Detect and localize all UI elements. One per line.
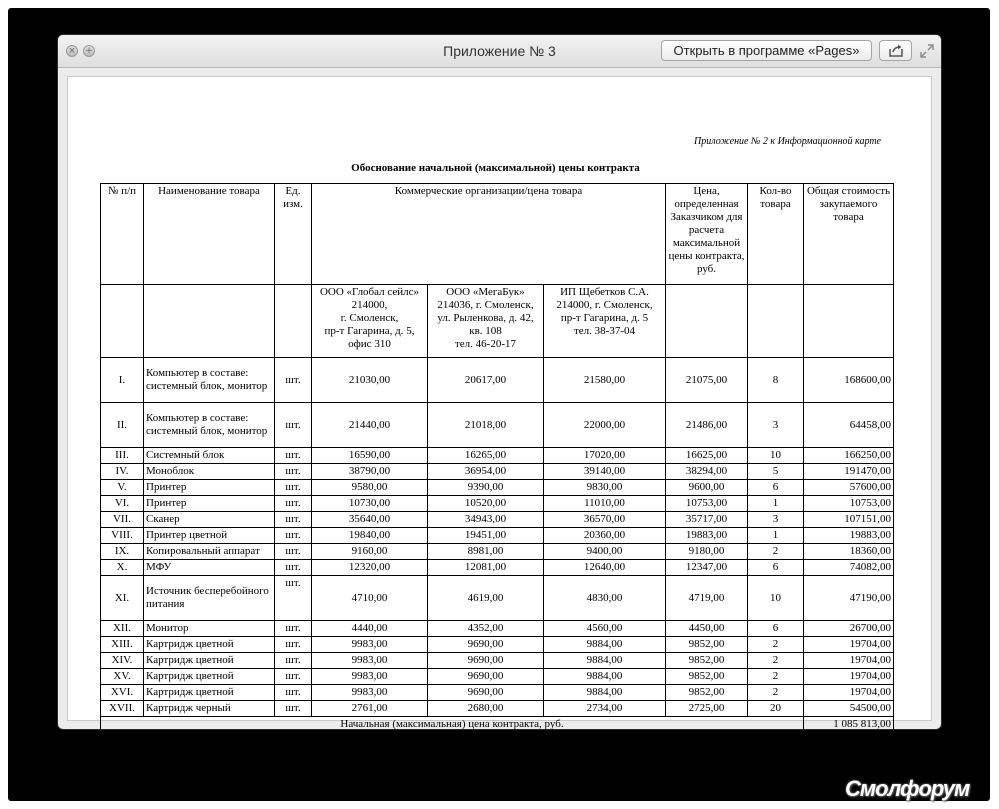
row-price-org2: 9390,00 [428,480,544,496]
row-price: 38294,00 [666,464,748,480]
row-price-org1: 16590,00 [312,448,428,464]
org-header-3 [544,285,666,358]
row-price-org2: 9690,00 [428,637,544,653]
row-qty: 10 [748,448,804,464]
org-line: тел. 46-20-17 [454,338,516,350]
row-price-org3: 9884,00 [544,669,666,685]
row-price-org3: 17020,00 [544,448,666,464]
table-row [101,701,894,717]
watermark-logo: Смолфорум [845,776,970,801]
table-row [101,621,894,637]
header-total: Общая стоимость закупаемого товара [804,184,894,285]
row-price: 12347,00 [666,560,748,576]
row-num: XV. [101,669,144,685]
row-price: 2725,00 [666,701,748,717]
table-row [101,480,894,496]
row-price: 9852,00 [666,637,748,653]
row-price: 21486,00 [666,403,748,448]
row-price-org1: 9983,00 [312,637,428,653]
row-total: 18360,00 [804,544,894,560]
row-unit: шт. [275,637,312,653]
row-unit: шт. [275,464,312,480]
empty-cell [804,285,894,358]
table-row [101,448,894,464]
row-price-org3: 9400,00 [544,544,666,560]
row-price-org3: 9830,00 [544,480,666,496]
row-num: I. [101,358,144,403]
row-qty: 8 [748,358,804,403]
header-unit: Ед. изм. [275,184,312,285]
row-num: III. [101,448,144,464]
row-price-org1: 9983,00 [312,669,428,685]
empty-cell [101,285,144,358]
org-line: 214000, г. Смоленск, [556,299,653,311]
row-name: Источник бесперебойного питания [144,576,275,621]
row-name: Копировальный аппарат [144,544,275,560]
quicklook-window [58,35,941,729]
row-num: II. [101,403,144,448]
row-num: X. [101,560,144,576]
row-total: 26700,00 [804,621,894,637]
row-price-org1: 9580,00 [312,480,428,496]
org-line: тел. 38-37-04 [573,325,635,337]
org-header-2 [428,285,544,358]
row-total: 19704,00 [804,669,894,685]
share-button[interactable] [879,40,912,61]
row-qty: 2 [748,669,804,685]
row-num: XIII. [101,637,144,653]
row-name: Сканер [144,512,275,528]
row-qty: 1 [748,496,804,512]
row-unit: шт. [275,512,312,528]
row-name: Монитор [144,621,275,637]
org-header-1 [312,285,428,358]
row-qty: 20 [748,701,804,717]
row-price-org1: 21440,00 [312,403,428,448]
document-note: Приложение № 2 к Информационной карте [694,136,881,147]
row-price: 9852,00 [666,685,748,701]
row-unit: шт. [275,528,312,544]
row-name: Принтер [144,480,275,496]
row-qty: 2 [748,653,804,669]
org-line: пр-т Гагарина, д. 5, [324,325,415,337]
org-line: 214000, [351,299,388,311]
row-unit: шт. [275,480,312,496]
row-price: 9852,00 [666,669,748,685]
row-price: 19883,00 [666,528,748,544]
row-price-org1: 4710,00 [312,576,428,621]
empty-cell [144,285,275,358]
row-price-org2: 19451,00 [428,528,544,544]
row-unit: шт. [275,621,312,637]
row-name: Картридж цветной [144,685,275,701]
table-row [101,560,894,576]
row-qty: 6 [748,621,804,637]
table-row [101,512,894,528]
empty-cell [748,285,804,358]
row-qty: 2 [748,685,804,701]
share-icon [888,44,904,57]
table-row [101,544,894,560]
row-price-org3: 22000,00 [544,403,666,448]
org-line: ИП Щебетков С.А. [560,286,649,298]
table-row [101,464,894,480]
row-total: 57600,00 [804,480,894,496]
table-row [101,528,894,544]
row-price-org3: 9884,00 [544,653,666,669]
row-price: 16625,00 [666,448,748,464]
row-price-org1: 2761,00 [312,701,428,717]
row-total: 54500,00 [804,701,894,717]
row-price-org2: 4619,00 [428,576,544,621]
row-num: IV. [101,464,144,480]
row-price-org3: 21580,00 [544,358,666,403]
row-unit: шт. [275,403,312,448]
total-row [101,717,894,730]
row-qty: 3 [748,512,804,528]
row-price-org3: 12640,00 [544,560,666,576]
table-header-row [101,184,894,285]
row-qty: 5 [748,464,804,480]
row-total: 74082,00 [804,560,894,576]
row-num: V. [101,480,144,496]
row-price-org3: 39140,00 [544,464,666,480]
row-name: Картридж цветной [144,653,275,669]
row-num: VI. [101,496,144,512]
row-unit: шт. [275,358,312,403]
row-total: 168600,00 [804,358,894,403]
empty-cell [275,285,312,358]
row-num: VIII. [101,528,144,544]
org-line: ООО «Глобал сейлс» [319,286,420,298]
row-name: Системный блок [144,448,275,464]
total-value: 1 085 813,00 [804,717,894,730]
fullscreen-icon[interactable] [920,44,934,58]
row-total: 19704,00 [804,685,894,701]
row-price-org2: 10520,00 [428,496,544,512]
row-num: XII. [101,621,144,637]
row-price-org1: 35640,00 [312,512,428,528]
open-in-pages-button[interactable]: Открыть в программе «Pages» [661,40,872,61]
row-total: 64458,00 [804,403,894,448]
table-row [101,358,894,403]
row-qty: 10 [748,576,804,621]
row-name: МФУ [144,560,275,576]
row-price-org2: 21018,00 [428,403,544,448]
row-price-org2: 4352,00 [428,621,544,637]
row-unit: шт. [275,653,312,669]
row-name: Картридж черный [144,701,275,717]
header-num: № п/п [101,184,144,285]
row-price-org1: 9160,00 [312,544,428,560]
row-qty: 2 [748,544,804,560]
row-total: 47190,00 [804,576,894,621]
row-name: Моноблок [144,464,275,480]
row-price-org3: 9884,00 [544,685,666,701]
table-row [101,685,894,701]
title-bar [58,35,941,68]
header-name: Наименование товара [144,184,275,285]
org-line: пр-т Гагарина, д. 5 [560,312,649,324]
row-price-org2: 9690,00 [428,685,544,701]
row-unit: шт. [275,496,312,512]
row-unit: шт. [275,701,312,717]
zoom-icon[interactable]: + [83,45,95,57]
row-price: 35717,00 [666,512,748,528]
row-price-org1: 10730,00 [312,496,428,512]
row-price: 21075,00 [666,358,748,403]
row-name: Компьютер в составе: системный блок, монитор [144,358,275,403]
row-num: XVI. [101,685,144,701]
row-name: Картридж цветной [144,669,275,685]
row-name: Принтер цветной [144,528,275,544]
row-price: 4450,00 [666,621,748,637]
row-unit: шт. [275,685,312,701]
org-line: ООО «МегаБук» [446,286,525,298]
row-unit: шт. [275,576,312,621]
row-price-org2: 20617,00 [428,358,544,403]
row-price-org1: 9983,00 [312,653,428,669]
row-price: 9180,00 [666,544,748,560]
row-price-org1: 19840,00 [312,528,428,544]
row-total: 19704,00 [804,653,894,669]
org-header-row [101,285,894,358]
close-icon[interactable]: × [66,45,78,57]
row-price-org1: 38790,00 [312,464,428,480]
org-line: г. Смоленск, [340,312,399,324]
row-qty: 6 [748,480,804,496]
row-total: 19883,00 [804,528,894,544]
row-price-org3: 20360,00 [544,528,666,544]
table-row [101,653,894,669]
row-price-org3: 36570,00 [544,512,666,528]
document-title: Обоснование начальной (максимальной) цены контракта [351,162,640,174]
table-body [101,358,894,717]
header-qty: Кол-во товара [748,184,804,285]
row-price-org2: 2680,00 [428,701,544,717]
row-price-org1: 21030,00 [312,358,428,403]
document-page [67,76,932,729]
row-qty: 3 [748,403,804,448]
row-price: 9852,00 [666,653,748,669]
row-price-org2: 36954,00 [428,464,544,480]
row-price-org2: 16265,00 [428,448,544,464]
row-price: 4719,00 [666,576,748,621]
row-qty: 2 [748,637,804,653]
table-row [101,576,894,621]
row-total: 107151,00 [804,512,894,528]
row-num: IX. [101,544,144,560]
org-line: офис 310 [348,338,391,350]
row-num: XVII. [101,701,144,717]
row-total: 10753,00 [804,496,894,512]
row-name: Компьютер в составе: системный блок, монитор [144,403,275,448]
row-price: 10753,00 [666,496,748,512]
row-price-org2: 9690,00 [428,653,544,669]
row-price-org3: 4560,00 [544,621,666,637]
row-total: 191470,00 [804,464,894,480]
row-price-org1: 12320,00 [312,560,428,576]
table-row [101,403,894,448]
row-total: 166250,00 [804,448,894,464]
row-name: Картридж цветной [144,637,275,653]
header-orgs: Коммерческие организации/цена товара [312,184,666,285]
row-price-org3: 9884,00 [544,637,666,653]
row-price-org3: 11010,00 [544,496,666,512]
row-unit: шт. [275,544,312,560]
row-qty: 6 [748,560,804,576]
row-price-org1: 4440,00 [312,621,428,637]
row-price-org2: 9690,00 [428,669,544,685]
row-num: VII. [101,512,144,528]
row-num: XI. [101,576,144,621]
row-total: 19704,00 [804,637,894,653]
table-row [101,637,894,653]
row-price-org2: 8981,00 [428,544,544,560]
row-price-org2: 12081,00 [428,560,544,576]
row-num: XIV. [101,653,144,669]
row-price-org3: 4830,00 [544,576,666,621]
row-price-org3: 2734,00 [544,701,666,717]
price-table [100,183,894,729]
row-unit: шт. [275,669,312,685]
row-unit: шт. [275,560,312,576]
header-price: Цена, определенная Заказчиком для расчета максимальной цены контракта, руб. [666,184,748,285]
row-price-org2: 34943,00 [428,512,544,528]
window-title: Приложение № 3 [443,43,556,59]
row-name: Принтер [144,496,275,512]
org-line: ул. Рыленкова, д. 42, [437,312,534,324]
org-line: кв. 108 [469,325,502,337]
table-row [101,496,894,512]
row-unit: шт. [275,448,312,464]
row-price-org1: 9983,00 [312,685,428,701]
row-price: 9600,00 [666,480,748,496]
row-qty: 1 [748,528,804,544]
org-line: 214036, г. Смоленск, [437,299,534,311]
empty-cell [666,285,748,358]
table-row [101,669,894,685]
total-label: Начальная (максимальная) цена контракта, руб. [101,717,804,730]
